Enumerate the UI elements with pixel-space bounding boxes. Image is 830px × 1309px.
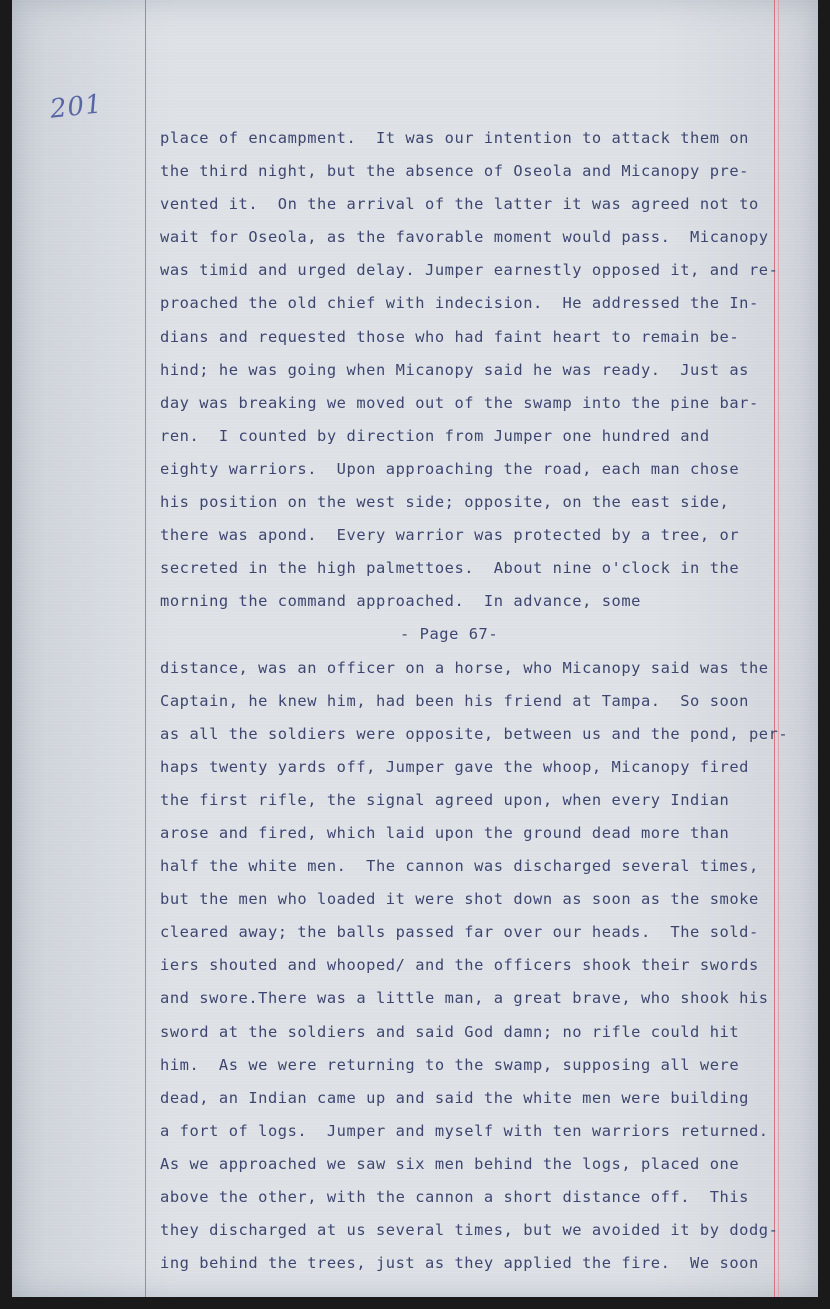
text-line: secreted in the high palmettoes. About nine o'clock in the [160, 559, 740, 578]
text-line: the first rifle, the signal agreed upon, when every Indian [160, 790, 730, 809]
text-line: eighty warriors. Upon approaching the road, each man chose [160, 459, 740, 478]
text-line: and swore.There was a little man, a great brave, who shook his [160, 989, 769, 1008]
text-line: vented it. On the arrival of the latter it was agreed not to [160, 195, 759, 214]
text-line: Captain, he knew him, had been his friend at Tampa. So soon [160, 691, 749, 710]
text-line: half the white men. The cannon was discharged several times, [160, 857, 759, 876]
text-line: hind; he was going when Micanopy said he was ready. Just as [160, 360, 749, 379]
text-line: but the men who loaded it were shot down as soon as the smoke [160, 890, 759, 909]
text-line: his position on the west side; opposite, on the east side, [160, 493, 730, 512]
text-line: dians and requested those who had faint heart to remain be- [160, 327, 740, 346]
text-line: As we approached we saw six men behind the logs, placed one [160, 1154, 740, 1173]
text-line: ing behind the trees, just as they applied the fire. We soon [160, 1254, 759, 1273]
text-line: morning the command approached. In advance, some [160, 592, 641, 611]
text-line: cleared away; the balls passed far over our heads. The sold- [160, 923, 759, 942]
page-marker: - Page 67- [400, 625, 499, 644]
text-line: dead, an Indian came up and said the white men were building [160, 1088, 749, 1107]
text-line: wait for Oseola, as the favorable moment would pass. Micanopy [160, 228, 769, 247]
text-line: a fort of logs. Jumper and myself with ten warriors returned. [160, 1121, 769, 1140]
text-line: place of encampment. It was our intention to attack them on [160, 129, 749, 147]
text-line: day was breaking we moved out of the swamp into the pine bar- [160, 393, 759, 412]
text-line: the third night, but the absence of Oseola and Micanopy pre- [160, 162, 749, 181]
text-line: haps twenty yards off, Jumper gave the whoop, Micanopy fired [160, 757, 749, 776]
text-line: ren. I counted by direction from Jumper one hundred and [160, 426, 710, 445]
text-line: proached the old chief with indecision. He addressed the In- [160, 294, 759, 313]
text-line: was timid and urged delay. Jumper earnestly opposed it, and re- [160, 261, 779, 280]
text-line: sword at the soldiers and said God damn; no rifle could hit [160, 1022, 740, 1041]
typed-text-body [160, 122, 800, 1280]
text-line: him. As we were returning to the swamp, supposing all were [160, 1055, 740, 1074]
text-line: iers shouted and whooped/ and the officers shook their swords [160, 956, 759, 975]
text-line: above the other, with the cannon a short distance off. This [160, 1188, 749, 1206]
left-margin-rule [145, 0, 146, 1297]
text-line: they discharged at us several times, but we avoided it by dodg- [160, 1221, 779, 1240]
text-line: as all the soldiers were opposite, between us and the pond, per- [160, 724, 789, 743]
text-line: arose and fired, which laid upon the ground dead more than [160, 823, 730, 842]
text-line: distance, was an officer on a horse, who Micanopy said was the [160, 658, 769, 677]
handwritten-page-number: 201 [48, 89, 105, 125]
text-line: there was apond. Every warrior was protected by a tree, or [160, 526, 740, 545]
